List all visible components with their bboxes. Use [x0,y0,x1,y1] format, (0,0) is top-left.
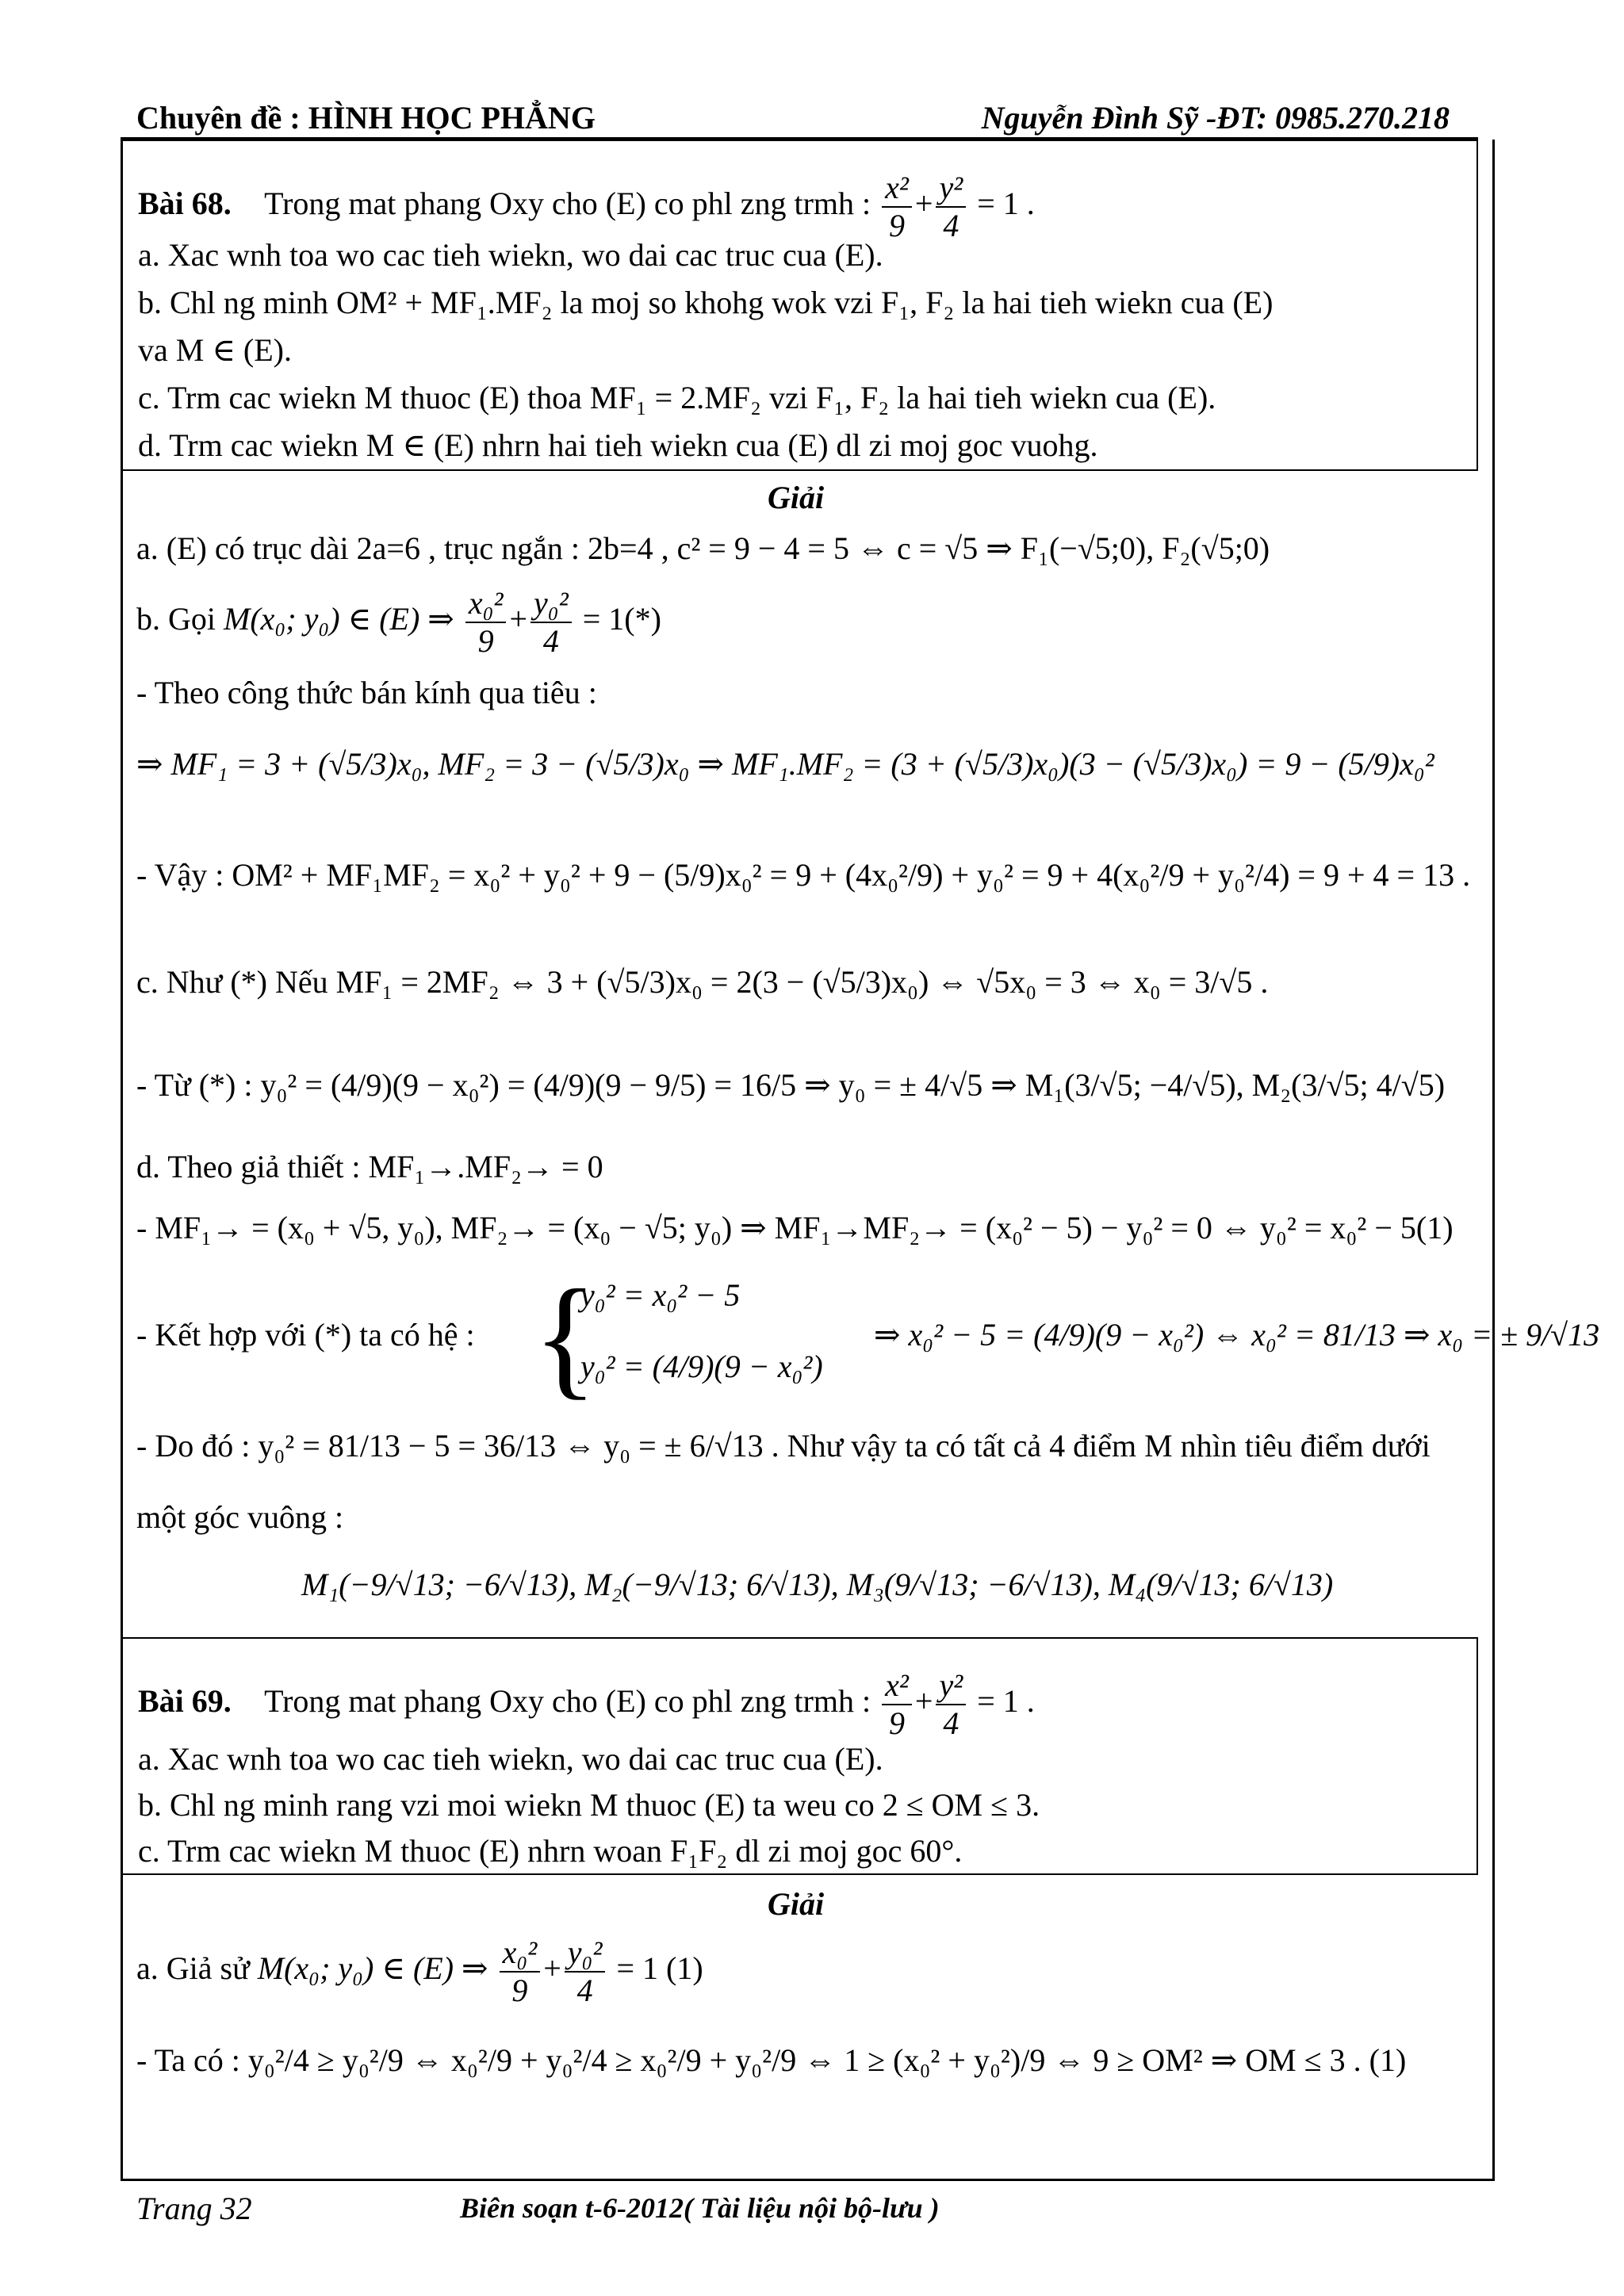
solution-68-b-line2: - Vậy : OM² + MF₁MF₂ = x₀² + y₀² + 9 − (5/9)x₀² = 9 + (4x₀²/9) + y₀² = 9 + 4(x₀²/9 + y₀²/4) = 9 + 4 = 13 . [136,857,1471,893]
solution-68-d-line4: - Do đó : y₀² = 81/13 − 5 = 36/13 ⇔ y₀ = ± 6/√13 . Như vậy ta có tất cả 4 điểm M nhìn tiêu điểm dưới [136,1428,1431,1464]
system-brace: { [533,1262,598,1411]
footer-rule [121,2179,1495,2181]
ellipse-68-rhs: = 1 . [977,186,1035,222]
problem-68-title: Bài 68. [138,186,232,222]
problem-69-box [121,1637,1478,1875]
problem-69-title: Bài 69. [138,1683,232,1720]
solution-68-c-line2: - Từ (*) : y₀² = (4/9)(9 − x₀²) = (4/9)(9 − 9/5) = 16/5 ⇒ y₀ = ± 4/√5 ⇒ M₁(3/√5; −4/√5), M₂(3/√5; 4/√5) [136,1067,1446,1103]
solution-68-heading: Giải [768,480,825,515]
ellipse-68-y-term: $\frac{\text{y²}}{4}$ [936,170,966,244]
solution-68-b-note: - Theo công thức bán kính qua tiêu : [136,675,597,710]
header-author: Nguyễn Đình Sỹ -ĐT: 0985.270.218 [981,100,1450,136]
ellipse-69-rhs: = 1 . [977,1683,1035,1720]
header-title: Chuyên đề : HÌNH HỌC PHẲNG [136,100,596,136]
problem-68-part-c: c. Trm cac wiekn M thuoc (E) thoa MF₁ = 2.MF₂ vzi F₁, F₂ la hai tieh wiekn cua (E). [138,380,1216,415]
solution-69-b: - Ta có : y₀²/4 ≥ y₀²/9 ⇔ x₀²/9 + y₀²/4 ≥ x₀²/9 + y₀²/9 ⇔ 1 ≥ (x₀² + y₀²)/9 ⇔ 9 ≥ OM² ⇒ OM ≤ 3 . (1) [136,2042,1407,2078]
problem-68-part-b-cont: va M ∈ (E). [138,332,293,368]
ellipse-69-y-term: $\frac{\text{y²}}{4}$ [936,1667,966,1742]
problem-69-part-b: b. Chl ng minh rang vzi moi wiekn M thuoc (E) ta weu co 2 ≤ OM ≤ 3. [138,1787,1040,1823]
problem-69-part-a: a. Xac wnh toa wo cac tieh wiekn, wo dai cac truc cua (E). [138,1741,883,1777]
problem-68-intro: Trong mat phang Oxy cho (E) co phl zng trmh : [264,186,871,222]
problem-68-statement: Bài 68. Trong mat phang Oxy cho (E) co phl zng trmh : $\frac{\text{x²}}{9}$ + $\frac{\text{y²}}{4}$ = 1 . [138,170,1035,243]
problem-68-part-b: b. Chl ng minh OM² + MF₁.MF₂ la moj so khohg wok vzi F₁, F₂ la hai tieh wiekn cua (E) [138,285,1274,320]
problem-68-part-d: d. Trm cac wiekn M ∈ (E) nhrn hai tieh wiekn cua (E) dl zi moj goc vuohg. [138,427,1098,463]
problem-69-statement: Bài 69. Trong mat phang Oxy cho (E) co phl zng trmh : $\frac{\text{x²}}{9}$ + $\frac{\text{y²}}{4}$ = 1 . [138,1667,1035,1741]
problem-69-part-c: c. Trm cac wiekn M thuoc (E) nhrn woan F₁F₂ dl zi moj goc 60°. [138,1833,963,1869]
solution-68-d-line1: d. Theo giả thiết : MF₁→.MF₂→ = 0 [136,1149,603,1184]
solution-68-c-line1: c. Như (*) Nếu MF₁ = 2MF₂ ⇔ 3 + (√5/3)x₀ = 2(3 − (√5/3)x₀) ⇔ √5x₀ = 3 ⇔ x₀ = 3/√5 . [136,964,1269,1000]
solution-68-d-line2: - MF₁→ = (x₀ + √5, y₀), MF₂→ = (x₀ − √5; y₀) ⇒ MF₁→MF₂→ = (x₀² − 5) − y₀² = 0 ⇔ y₀² = x₀² − 5(1) [136,1210,1454,1246]
ellipse-69-x-term: $\frac{\text{x²}}{9}$ [882,1667,912,1742]
ellipse-68-x-term: $\frac{\text{x²}}{9}$ [882,170,912,244]
problem-68-box [121,140,1478,471]
page-border-right [1492,140,1495,2181]
solution-69-heading: Giải [768,1886,825,1922]
problem-69-intro: Trong mat phang Oxy cho (E) co phl zng trmh : [264,1683,871,1720]
solution-69-a: a. Giả sử M(x₀; y₀) ∈ (E) ⇒ $\frac{\text{x₀²}}{9}$ + $\frac{\text{y₀²}}{4}$ = 1 (1) [136,1934,703,2008]
problem-68-part-a: a. Xac wnh toa wo cac tieh wiekn, wo dai cac truc cua (E). [138,237,883,273]
solution-68-d-points: M₁(−9/√13; −6/√13), M₂(−9/√13; 6/√13), M₃(9/√13; −6/√13), M₄(9/√13; 6/√13) [301,1567,1334,1602]
solution-68-b-line1: ⇒ MF₁ = 3 + (√5/3)x₀, MF₂ = 3 − (√5/3)x₀ ⇒ MF₁.MF₂ = (3 + (√5/3)x₀)(3 − (√5/3)x₀) = 9 − (5/9)x₀² [136,746,1434,782]
page-number: Trang 32 [136,2191,252,2226]
solution-68-b-intro: b. Gọi M(x₀; y₀) ∈ (E) ⇒ $\frac{\text{x₀²}}{9}$ + $\frac{\text{y₀²}}{4}$ = 1(*) [136,585,661,659]
solution-68-a: a. (E) có trục dài 2a=6 , trục ngắn : 2b=4 , c² = 9 − 4 = 5 ⇔ c = √5 ⇒ F₁(−√5;0), F₂(√5;0) [136,530,1270,566]
footer-credit: Biên soạn t-6-2012( Tài liệu nội bộ-lưu ) [460,2192,940,2224]
solution-68-d-line5: một góc vuông : [136,1499,344,1535]
